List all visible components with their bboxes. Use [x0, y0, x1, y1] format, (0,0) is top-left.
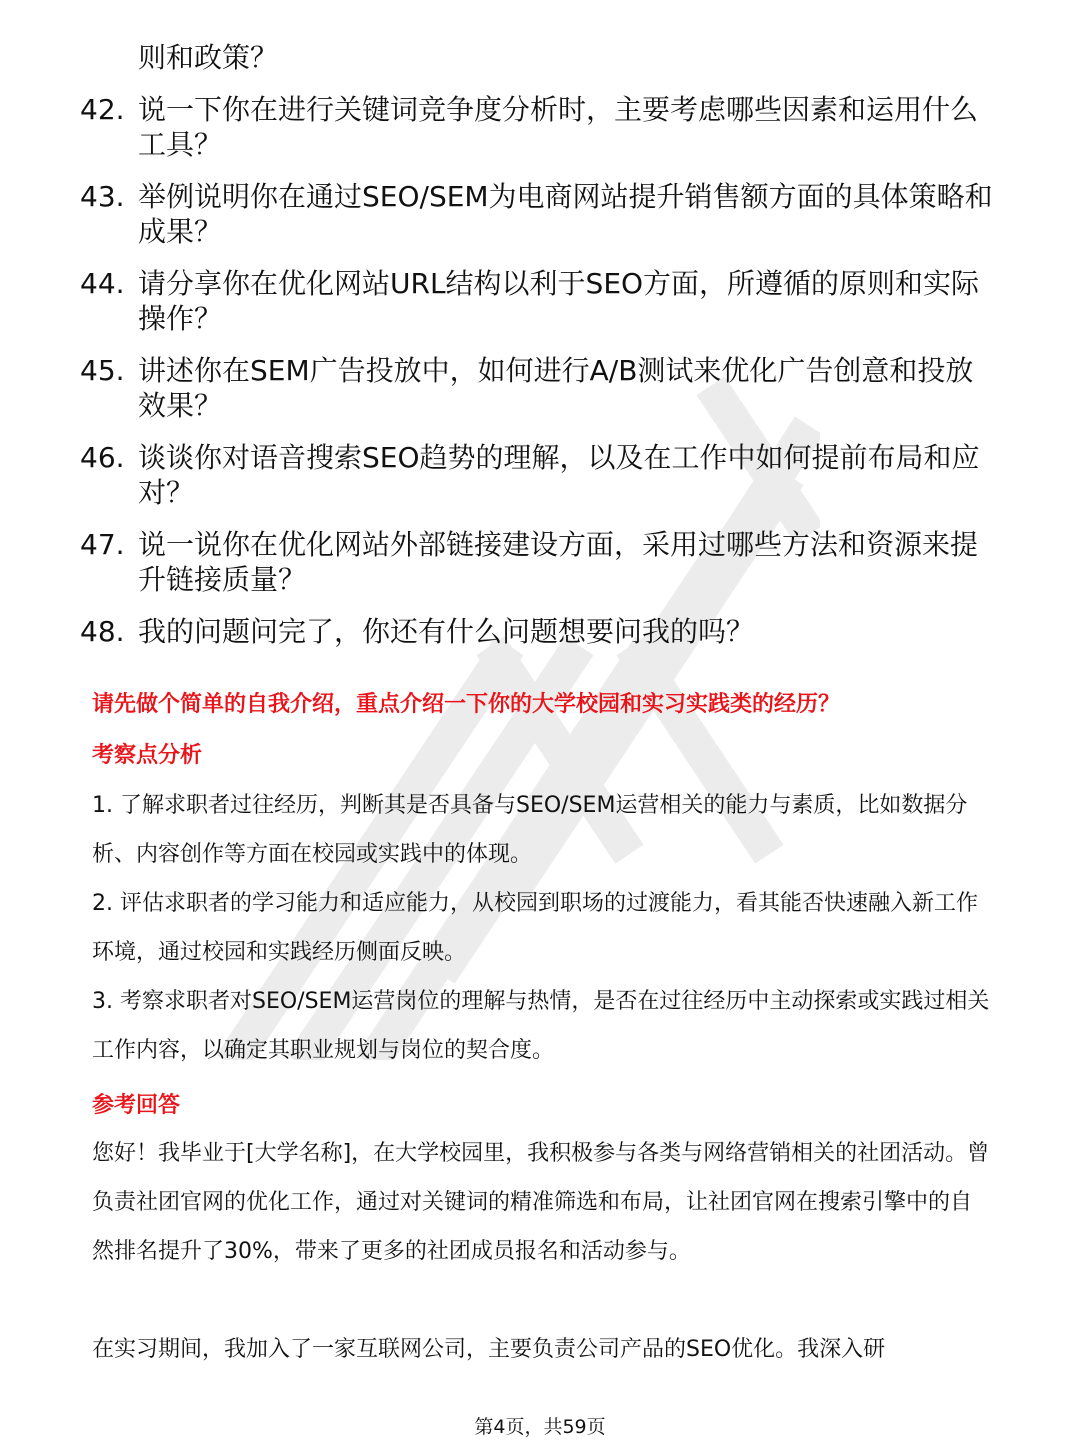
list-item — [80, 179, 1000, 249]
question-list — [80, 40, 1000, 666]
question-text: 请分享你在优化网站URL结构以利于SEO方面，所遵循的原则和实际操作？ — [138, 267, 980, 335]
list-item — [80, 92, 1000, 162]
question-number: 48. — [80, 615, 125, 648]
question-text: 说一说你在优化网站外部链接建设方面，采用过哪些方法和资源来提升链接质量？ — [138, 528, 979, 596]
list-item — [80, 527, 1000, 597]
answer-paragraph: 在实习期间，我加入了一家互联网公司，主要负责公司产品的SEO优化。我深入研 — [92, 1337, 886, 1362]
question-text: 讲述你在SEM广告投放中，如何进行A/B测试来优化广告创意和投放效果？ — [138, 354, 974, 422]
question-number: 47. — [80, 528, 125, 561]
analysis-point: 2. 评估求职者的学习能力和适应能力，从校园到职场的过渡能力，看其能否快速融入新工作环境，通过校园和实践经历侧面反映。 — [92, 891, 978, 965]
question-number: 46. — [80, 441, 125, 474]
list-item — [80, 614, 1000, 649]
question-text: 说一下你在进行关键词竞争度分析时，主要考虑哪些因素和运用什么工具？ — [138, 93, 979, 161]
paragraph-spacer — [92, 1276, 992, 1325]
question-text: 谈谈你对语音搜索SEO趋势的理解，以及在工作中如何提前布局和应对？ — [138, 441, 980, 509]
list-item — [80, 353, 1000, 423]
question-number: 42. — [80, 93, 125, 126]
question-text: 举例说明你在通过SEO/SEM为电商网站提升销售额方面的具体策略和成果？ — [138, 180, 993, 248]
analysis-heading: 考察点分析 — [92, 743, 203, 768]
page-number-footer: 第4页，共59页 — [474, 1416, 606, 1438]
question-number: 43. — [80, 180, 125, 213]
answer-body — [92, 1129, 992, 1374]
question-number — [80, 40, 138, 75]
answer-heading: 参考回答 — [92, 1093, 181, 1118]
featured-question-heading: 请先做个简单的自我介绍，重点介绍一下你的大学校园和实习实践类的经历？ — [92, 692, 841, 717]
question-text: 则和政策？ — [138, 41, 279, 74]
analysis-point: 1. 了解求职者过往经历，判断其是否具备与SEO/SEM运营相关的能力与素质，比如数据分析、内容创作等方面在校园或实践中的体现。 — [92, 793, 968, 867]
question-text: 我的问题问完了，你还有什么问题想要问我的吗？ — [138, 615, 755, 648]
analysis-point: 3. 考察求职者对SEO/SEM运营岗位的理解与热情，是否在过往经历中主动探索或实践过相关工作内容，以确定其职业规划与岗位的契合度。 — [92, 989, 990, 1063]
question-number: 45. — [80, 354, 125, 387]
question-number: 44. — [80, 267, 125, 300]
answer-paragraph: 您好！我毕业于[大学名称]，在大学校园里，我积极参与各类与网络营销相关的社团活动。曾负责社团官网的优化工作，通过对关键词的精准筛选和布局，让社团官网在搜索引擎中的自然排名提升了30%，带来了更多的社团成员报名和活动参与。 — [92, 1141, 990, 1264]
list-item — [80, 440, 1000, 510]
analysis-points — [92, 781, 992, 1075]
list-item — [80, 266, 1000, 336]
list-item — [80, 40, 1000, 75]
